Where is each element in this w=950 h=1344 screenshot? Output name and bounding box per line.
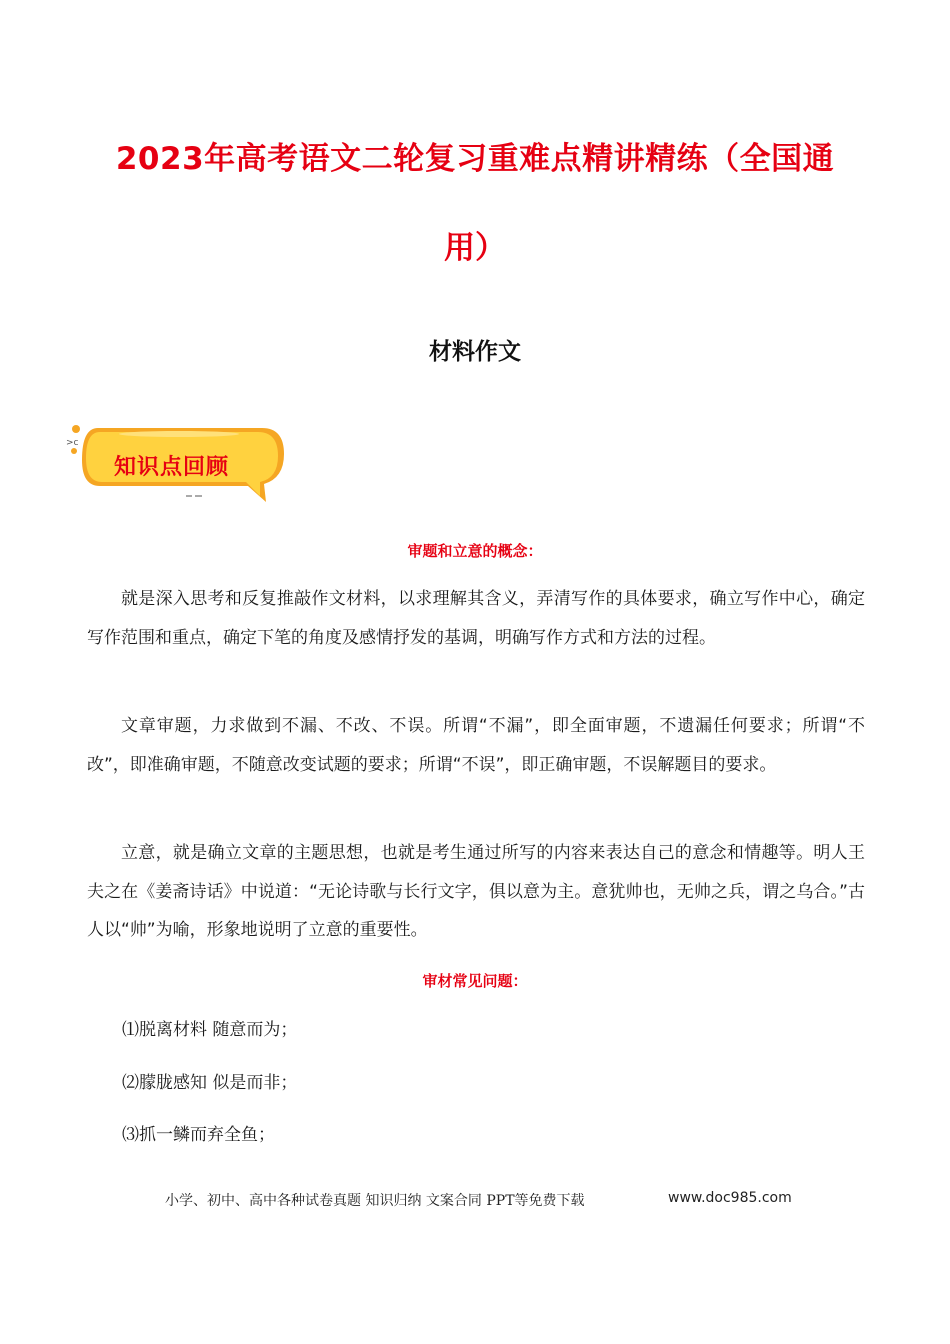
document-title-line-1: 2023年高考语文二轮复习重难点精讲精练（全国通 xyxy=(115,141,835,177)
knowledge-review-badge xyxy=(66,420,288,508)
footer-text: 小学、初中、高中各种试卷真题 知识归纳 文案合同 PPT等免费下载 xyxy=(165,1193,585,1209)
section-heading-common-problems: 审材常见问题： xyxy=(422,972,528,990)
knowledge-review-label: 知识点回顾 xyxy=(114,455,230,480)
document-subtitle: 材料作文 xyxy=(429,339,521,365)
paragraph-review-title: 文章审题，力求做到不漏、不改、不误。所谓“不漏”，即全面审题，不遗漏任何要求；所谓“不改”，即准确审题，不随意改变试题的要求；所谓“不误”，即正确审题，不误解题目的要求。 xyxy=(87,716,865,775)
list-item: ⑵朦胧感知 似是而非； xyxy=(122,1073,298,1093)
document-title-line-2: 用） xyxy=(444,230,506,266)
list-item: ⑶抓一鳞而弃全鱼； xyxy=(122,1125,275,1145)
paragraph-theme: 立意，就是确立文章的主题思想，也就是考生通过所写的内容来表达自己的意念和情趣等。明人王夫之在《姜斋诗话》中说道：“无论诗歌与长行文字，俱以意为主。意犹帅也，无帅之兵，谓之乌合。”古人以“帅”为喻，形象地说明了立意的重要性。 xyxy=(87,843,865,940)
footer-url-link[interactable]: www.doc985.com xyxy=(668,1190,792,1206)
list-item: ⑴脱离材料 随意而为； xyxy=(122,1020,298,1040)
section-heading-concept: 审题和立意的概念： xyxy=(407,542,543,560)
paragraph-definition: 就是深入思考和反复推敲作文材料，以求理解其含义，弄清写作的具体要求，确立写作中心，确定写作范围和重点，确定下笔的角度及感情抒发的基调，明确写作方式和方法的过程。 xyxy=(87,589,865,648)
svg-text:>c: >c xyxy=(66,438,79,448)
